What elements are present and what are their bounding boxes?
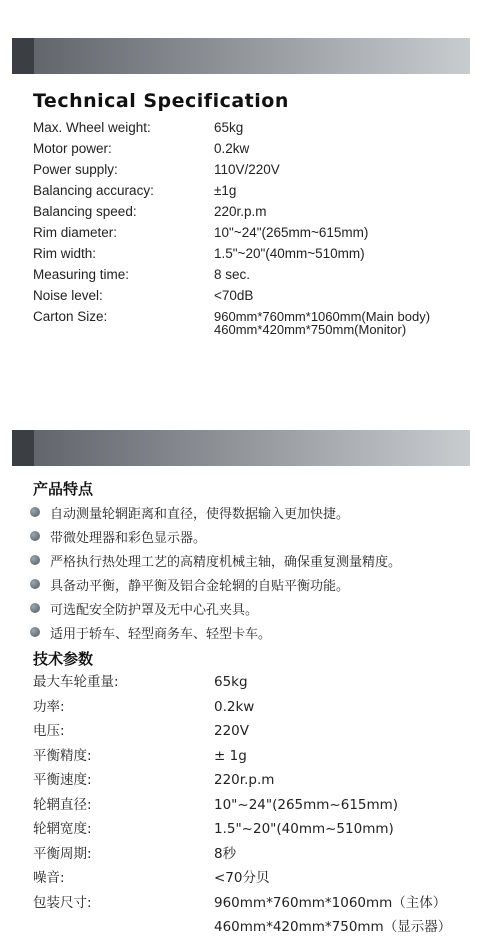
spec-value: 1.5"~20"(40mm~510mm): [214, 246, 365, 261]
param-value: <70分贝: [214, 870, 270, 886]
param-label: 包装尺寸:: [33, 894, 92, 911]
list-item: [30, 596, 470, 620]
spec-value: <70dB: [214, 288, 254, 303]
spec-label: Measuring time:: [33, 267, 130, 282]
param-carton-monitor: 460mm*420mm*750mm（显示器）: [214, 919, 452, 935]
params-title: 技术参数: [33, 650, 94, 668]
feature-text: 适用于轿车、轻型商务车、轻型卡车。: [50, 626, 272, 642]
spec-value: 0.2kw: [214, 141, 250, 156]
feature-text: 具备动平衡，静平衡及铝合金轮辋的自贴平衡功能。: [50, 578, 350, 594]
spec-label: Noise level:: [33, 288, 103, 303]
param-value: 220r.p.m: [214, 772, 275, 788]
param-label: 最大车轮重量:: [33, 674, 119, 690]
table-row: [33, 670, 473, 695]
table-row: [33, 915, 473, 940]
technical-spec-table: [33, 117, 473, 327]
spec-label: Carton Size:: [33, 309, 108, 324]
bullet-icon: [30, 603, 40, 613]
spec-label: Balancing speed:: [33, 204, 137, 219]
spec-value: 960mm*760mm*1060mm(Main body): [214, 309, 431, 324]
spec-label: Max. Wheel weight:: [33, 120, 151, 135]
spec-row: [33, 243, 473, 264]
features-list: [30, 500, 470, 644]
table-row: [33, 866, 473, 891]
bullet-icon: [30, 627, 40, 637]
spec-label: Balancing accuracy:: [33, 183, 154, 198]
header-band-top: [12, 38, 470, 74]
feature-text: 可选配安全防护罩及无中心孔夹具。: [50, 602, 259, 618]
bullet-icon: [30, 579, 40, 589]
feature-text: 带微处理器和彩色显示器。: [50, 530, 207, 546]
param-label: 平衡速度:: [33, 772, 92, 788]
spec-row: [33, 264, 473, 285]
param-value: 65kg: [214, 674, 248, 690]
spec-row: [33, 138, 473, 159]
spec-label: Motor power:: [33, 141, 112, 156]
param-label: 平衡精度:: [33, 747, 92, 764]
param-label: 平衡周期:: [33, 845, 92, 862]
spec-value: ±1g: [214, 183, 237, 198]
spec-row: [33, 180, 473, 201]
spec-row: [33, 222, 473, 243]
param-label: 功率:: [33, 698, 65, 715]
header-band-bottom: [12, 430, 470, 466]
band-square-bottom: [12, 430, 34, 466]
table-row: [33, 817, 473, 842]
param-value: 1.5"~20"(40mm~510mm): [214, 821, 394, 837]
param-value: 8秒: [214, 845, 237, 862]
param-value: 10"~24"(265mm~615mm): [214, 796, 399, 813]
bullet-icon: [30, 555, 40, 565]
features-title: 产品特点: [33, 480, 94, 498]
spec-value: 220r.p.m: [214, 204, 267, 219]
spec-row: [33, 159, 473, 180]
param-label: 噪音:: [33, 870, 65, 886]
spec-label: Rim diameter:: [33, 225, 118, 240]
technical-spec-title: Technical Specification: [33, 90, 289, 112]
param-value: ± 1g: [214, 747, 247, 764]
spec-row: [33, 285, 473, 306]
spec-label: Rim width:: [33, 246, 97, 261]
table-row: [33, 793, 473, 818]
table-row: [33, 695, 473, 720]
list-item: [30, 500, 470, 524]
param-label: 电压:: [33, 723, 65, 739]
list-item: [30, 524, 470, 548]
table-row: [33, 719, 473, 744]
param-value: 960mm*760mm*1060mm（主体）: [214, 894, 447, 911]
table-row: [33, 768, 473, 793]
list-item: [30, 572, 470, 596]
bullet-icon: [30, 507, 40, 517]
list-item: [30, 620, 470, 644]
param-label: 轮辋宽度:: [33, 821, 92, 837]
feature-text: 自动测量轮辋距离和直径，使得数据输入更加快捷。: [50, 506, 350, 522]
feature-text: 严格执行热处理工艺的高精度机械主轴，确保重复测量精度。: [50, 554, 402, 570]
spec-value: 8 sec.: [214, 267, 251, 282]
spec-carton-monitor: 460mm*420mm*750mm(Monitor): [214, 322, 407, 337]
list-item: [30, 548, 470, 572]
spec-label: Power supply:: [33, 162, 118, 177]
table-row: [33, 744, 473, 769]
band-square-top: [12, 38, 34, 74]
spec-value: 65kg: [214, 120, 244, 135]
spec-value: 110V/220V: [214, 162, 280, 177]
param-label-empty: [33, 915, 214, 940]
spec-row: [33, 117, 473, 138]
params-table: [33, 670, 473, 940]
table-row: [33, 891, 473, 916]
param-label: 轮辋直径:: [33, 796, 92, 813]
spec-value: 10"~24"(265mm~615mm): [214, 225, 369, 240]
table-row: [33, 842, 473, 867]
spec-row: [33, 201, 473, 222]
param-value: 220V: [214, 723, 250, 739]
param-value: 0.2kw: [214, 698, 255, 715]
bullet-icon: [30, 531, 40, 541]
